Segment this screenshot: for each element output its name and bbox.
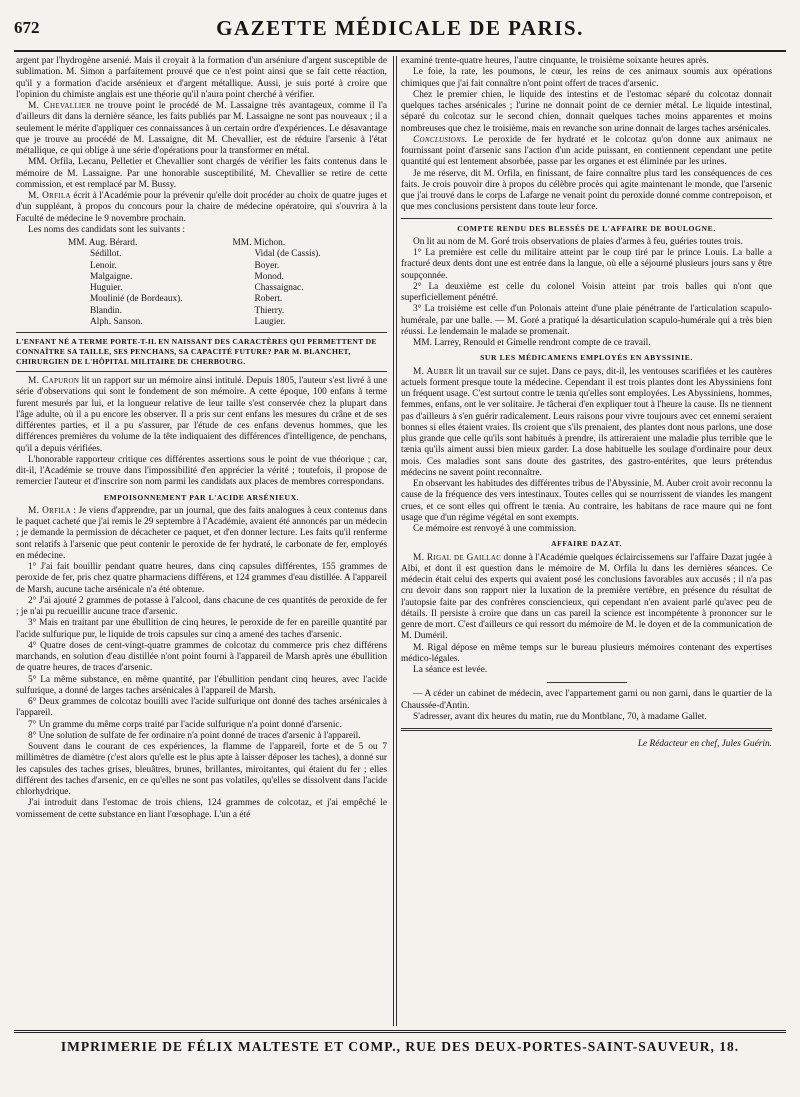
numbered-item: 7° Un gramme du même corps traité par l'acide sulfurique n'a point donné d'arsenic. bbox=[28, 719, 342, 730]
printer-imprint: IMPRIMERIE DE FÉLIX MALTESTE ET COMP., RUE DES DEUX-PORTES-SAINT-SAUVEUR, 18. bbox=[14, 1030, 786, 1068]
candidate: Huguier. bbox=[90, 283, 123, 293]
paragraph: examiné trente-quatre heures, l'autre cinquante, le troisième soixante heures après. bbox=[401, 56, 709, 66]
candidates-list bbox=[16, 238, 387, 328]
paragraph-text: écrit à l'Académie pour la prévenir qu'elle doit procéder au choix de quatre juges et d'un suppléant, à propos du concours pour la chaire de médecine opératoire, qui s'ouvrira à la Faculté de médecine le 9 novembre prochain. bbox=[16, 191, 387, 224]
candidate: Vidal (de Cassis). bbox=[254, 249, 321, 260]
paragraph bbox=[16, 191, 387, 225]
candidate: Laugier. bbox=[254, 316, 286, 327]
candidates-right bbox=[233, 238, 388, 328]
left-column bbox=[16, 56, 387, 1026]
conclusions-label: Conclusions. bbox=[413, 134, 468, 145]
paragraph-text: lit un travail sur ce sujet. Dans ce pays, dit-il, les ventouses scarifiées et les cautères actuels forment presque toute la médecine. Cependant il est trois plantes dont les Abyssiniens font un fréquent usage. C'est surtout contre le tænia qu'elles sont employées. Les Abyssiniens, hommes, femmes, enfans, ont le ver solitaire. Je tâcherai d'en expliquer tout à l'heure la cause. Ils ne tiennent pas d'ailleurs à s'en guérir radicalement. Leurs raisons pour vivre toujours avec cet ennemi seraient bonnes si elles étaient vraies. Ils croient que s'ils prenaient, des plantes dont nous parlons, une dose plus grande que celle qu'ils sont habitués à prendre, ils attireraient une maladie plus terrible que le tænia qu'ils aiment aussi bien mieux garder. La dose habituelle les soulage d'ordinaire pour deux mois. Ces maladies sont sans doute des gastrites, des gastro-entérites, que leurs prétendus médecins ne savent point reconnaître. bbox=[401, 366, 772, 478]
right-column bbox=[401, 56, 772, 1026]
paragraph: Souvent dans le courant de ces expériences, la flamme de l'appareil, forte et de 5 ou 7 millimètres de diamètre (c'est alors qu'elle est le plus apte à laisser déposer les taches), a donné sur les capsules des taches grises, bleuâtres, brunes, brillantes, miroitantes, qui étaient du fer ; elles différent des taches d'arsenic, en ce qu'elles ne sont pas volatiles, qu'elles se dissolvent dans l'acide chlorhydrique. bbox=[16, 742, 387, 797]
paragraph-text: donne à l'Académie quelques éclaircissemens sur l'affaire Dazat jugée à Albi, et dont il est question dans le mémoire de M. Orfila lu dans les dernières séances. Ce médecin était celui des experts qui avaient posé les conclusions favorables aux accusés ; il n'a pas cru devoir dans son rapport nier la luxation de la première vertèbre, en présence du résultat de l'autopsie faite par des confrères consciencieux, qui cependant n'en avaient parlé qu'avec peu de détails. Il persiste à croire que dans un cas pareil la science est incompétente à prononcer sur le genre de mort. C'est d'ailleurs ce qui ressort du mémoire de M. le doyen et de la communication de M. Duméril. bbox=[401, 552, 772, 642]
paragraph: L'honorable rapporteur critique ces différentes assertions sous le point de vue théorique ; car, dit-il, l'Académie se trouve dans l'impossibilité d'en apprécier la vérité ; toutefois, il propose de remercier l'auteur et d'inscrire son nom parmi les candidats aux places de membres correspondans. bbox=[16, 454, 387, 488]
column-divider bbox=[393, 56, 397, 1026]
page-number: 672 bbox=[14, 18, 40, 37]
paragraph: Je me réserve, dit M. Orfila, en finissant, de faire connaître plus tard les conséquences de ces faits. Je crois pouvoir dire à propos du célèbre procès qui agite maintenant le monde, que l'arsenic que j'ai trouvé dans le corps de Lafarge ne venait point du peroxide donné comme contrepoison, et que mes conclusions persistent dans toute leur force. bbox=[401, 168, 772, 213]
newspaper-title: GAZETTE MÉDICALE DE PARIS. bbox=[216, 16, 584, 40]
paragraph: J'ai introduit dans l'estomac de trois chiens, 124 grammes de colcotaz, et j'ai empêché le vomissement de cette substance en liant l'œsophage. L'un a été bbox=[16, 798, 387, 820]
candidate: Moulinié (de Bordeaux). bbox=[90, 294, 183, 305]
paragraph bbox=[401, 135, 772, 169]
paragraph: MM. Larrey, Renould et Gimelle rendront compte de ce travail. bbox=[413, 338, 651, 348]
section-heading: EMPOISONNEMENT PAR L'ACIDE ARSÉNIEUX. bbox=[103, 492, 300, 502]
numbered-item: 3° La troisième est celle d'un Polonais atteint d'une plaie pénétrante de l'articulation scapulo-humérale, par une balle. — M. Goré a pratiqué la désarticulation scapulo-humérale qui a très bien réussi. Le lendemain le malade se promenait. bbox=[401, 304, 772, 337]
paragraph-text: : Je viens d'apprendre, par un journal, que des faits analogues à ceux contenus dans le paquet cacheté que j'ai remis le 29 septembre à l'Académie, avaient été annoncés par un médecin ; je demande la permission de décacheter ce paquet, et d'en donner lecture. Les faits qu'il renferme sont relatifs à l'arsenic que peut contenir le peroxide de fer hydraté, le carbonate de fer, employés en médecine. bbox=[16, 505, 387, 561]
speaker-name: M. Chevallier bbox=[28, 101, 92, 111]
paragraph bbox=[401, 553, 772, 643]
candidate: Alph. Sanson. bbox=[90, 316, 143, 327]
candidate: Malgaigne. bbox=[90, 271, 133, 282]
paragraph: La séance est levée. bbox=[413, 665, 488, 675]
speaker-name: M. Auber bbox=[413, 366, 454, 377]
paragraph bbox=[401, 367, 772, 480]
numbered-item: 1° La première est celle du militaire atteint par le coup tiré par le prince Louis. La balle a fracturé deux dents dont une est entrée dans la langue, où elle a séjourné plusieurs jours sans y être soupçonnée. bbox=[401, 248, 772, 281]
numbered-item: 5° La même substance, en même quantité, par l'ébullition pendant cinq heures, avec l'acide sulfurique, a donné de larges taches arsénicales à l'appareil de Marsh. bbox=[16, 674, 387, 696]
speaker-name: M. Orfila bbox=[28, 505, 71, 516]
paragraph: Ce mémoire est renvoyé à une commission. bbox=[413, 524, 577, 534]
speaker-name: M. Capuron bbox=[28, 376, 80, 386]
paragraph bbox=[16, 101, 387, 157]
candidate: Lenoir. bbox=[90, 260, 117, 271]
candidate: Boyer. bbox=[254, 260, 280, 271]
paragraph: Le foie, la rate, les poumons, le cœur, les reins de ces animaux soumis aux opérations chimiques que j'ai fait connaître n'ont point offert de traces d'arsenic. bbox=[401, 67, 772, 89]
candidate: MM. Michon. bbox=[232, 238, 286, 248]
speaker-name: M. Orfila bbox=[28, 191, 71, 201]
numbered-item: 2° J'ai ajouté 2 grammes de potasse à l'alcool, dans chacune de ces quantités de peroxide de fer ; je n'ai pu recueillir aucune trace d'arsenic. bbox=[16, 595, 387, 617]
paragraph bbox=[16, 506, 387, 562]
candidate: Thierry. bbox=[254, 305, 285, 316]
paragraph: argent par l'hydrogène arsenié. Mais il croyait à la formation d'un arséniure d'argent susceptible de sublimation. M. Simon a parfaitement prouvé que ce n'est point ainsi que se fait cette réaction, qu'il y a formation d'acide arsénieux et d'argent métallique. Aussi, je suis porté à croire que l'opinion du chimiste anglais est une théorie qu'il n'aura point cherché à vérifier. bbox=[16, 56, 387, 100]
editor-signature: Le Rédacteur en chef, Jules Guérin. bbox=[637, 739, 772, 749]
section-heading: SUR LES MÉDICAMENS EMPLOYÉS EN ABYSSINIE. bbox=[480, 353, 693, 363]
speaker-name: M. Rigal de Gaillac bbox=[413, 552, 502, 563]
numbered-item: 1° J'ai fait bouillir pendant quatre heures, dans cinq capsules différentes, 155 grammes de peroxide de fer, pris chez quatre pharmaciens différens, et 124 grammes d'eau distillée. A l'appareil de Marsh, aucune tache arsénicale n'a été obtenue. bbox=[16, 562, 387, 595]
paragraph-text: ne trouve point le procédé de M. Lassaigne très avantageux, comme il l'a d'ailleurs dit dans la dernière séance, les faits publiés par M. Lassaigne ne sont pas nouveaux ; il a seulement le mérite d'appliquer ces connaissances à un certain ordre d'expériences. Le désavantage que je trouve au procédé de M. Lassaigne, dit M. Chevallier, est de réduire l'arsenic à l'état métallique, ce qui oblige à une série d'opérations pour la transformer en métal. bbox=[16, 101, 387, 156]
numbered-item: 8° Une solution de sulfate de fer ordinaire n'a point donné de traces d'arsenic à l'appareil. bbox=[28, 730, 361, 741]
paragraph-text: lit un rapport sur un mémoire ainsi intitulé. Depuis 1805, l'auteur s'est livré à une série d'observations qui sont le fondement de son mémoire. A cette époque, 100 enfans à terme furent mesurés par lui, et la longueur relative de leur taille s'est conservée chez la plupart dans l'âge adulte, où il a pu encore les observer. Il a pris sur cent enfans les mesures du crâne et de ses différentes parties, et il a pu s'assurer, par l'étude de ces enfans devenus hommes, que les différences premières du volume de la tête indiquaient des différences d'intelligence, de penchans, qu'il a depuis vérifiées. bbox=[16, 376, 387, 454]
page-header bbox=[14, 14, 786, 52]
divider bbox=[401, 728, 772, 731]
paragraph: On lit au nom de M. Goré trois observations de plaies d'armes à feu, guéries toutes trois. bbox=[413, 236, 743, 247]
numbered-item: 3° Mais en traitant par une ébullition de cinq heures, le peroxide de fer en pareille quantité par l'acide sulfurique pur, le liquide de trois capsules sur cinq a amené des taches d'arsenic. bbox=[16, 618, 387, 640]
paragraph bbox=[16, 376, 387, 455]
candidate: Chassaignac. bbox=[254, 283, 304, 293]
paragraph: MM. Orfila, Lecanu, Pelletier et Chevallier sont chargés de vérifier les faits contenus dans le mémoire de M. Lassaigne. Par une honorable susceptibilité, M. Chevallier se retire de cette commission, et est remplacé par M. Bussy. bbox=[16, 157, 387, 190]
candidate: Monod. bbox=[254, 271, 284, 282]
advertisement-contact: S'adresser, avant dix heures du matin, rue du Montblanc, 70, à madame Gallet. bbox=[413, 711, 707, 722]
paragraph: Chez le premier chien, le liquide des intestins et de l'estomac séparé du colcotaz donnait quelques taches arsénicales ; l'urine ne donnait point de ce dernier métal. Le liquide intestinal, séparé du colcotaz sur le second chien, donnait quelques taches moins apparentes et moins nombreuses que chez le troisième, mais en revanche son urine donnait de larges taches arsénicales. bbox=[401, 89, 772, 134]
paragraph: En observant les habitudes des différentes tribus de l'Abyssinie, M. Auber croit avoir reconnu la cause de la fréquence des vers intestinaux. Toutes celles qui se nourrissent de viandes les mangent crues, et ce sont elles qui offrent le tænia. Au contraire, les habitans de race maure qui ne font usage que d'un régime végétal en sont exempts. bbox=[401, 479, 772, 523]
candidate: Sédillot. bbox=[90, 249, 122, 260]
candidate: Blandin. bbox=[90, 305, 122, 316]
divider bbox=[401, 218, 772, 219]
divider bbox=[547, 682, 627, 683]
section-heading: COMPTE RENDU DES BLESSÉS DE L'AFFAIRE DE BOULOGNE. bbox=[457, 223, 716, 233]
divider bbox=[16, 371, 387, 372]
paragraph: Les noms des candidats sont les suivants : bbox=[28, 224, 186, 235]
divider bbox=[16, 332, 387, 333]
paragraph-text: Le peroxide de fer hydraté et le colcotaz qu'on donne aux animaux ne fournissant point d'arsenic sans l'action d'un acide puissant, en contiennent cependant une petite quantité qui est lentement absorbée, passe par les organes et est éliminée par les urines. bbox=[401, 134, 772, 168]
numbered-item: 6° Deux grammes de colcotaz bouilli avec l'acide sulfurique ont donné des taches arsénicales à l'appareil. bbox=[16, 697, 387, 719]
numbered-item: 4° Quatre doses de cent-vingt-quatre grammes de colcotaz du commerce pris chez différens marchands, en solution d'eau distillée n'ont point fourni à l'appareil de Marsh après une ébullition de quatre heures, de traces d'arsenic. bbox=[16, 640, 387, 674]
paragraph: M. Rigal dépose en même temps sur le bureau plusieurs mémoires contenant des expertises médico-légales. bbox=[401, 642, 772, 664]
section-heading: AFFAIRE DAZAT. bbox=[551, 539, 622, 549]
advertisement: — A céder un cabinet de médecin, avec l'appartement garni ou non garni, dans le quartier de la Chaussée-d'Antin. bbox=[401, 689, 772, 711]
candidates-left bbox=[68, 238, 223, 328]
section-heading: L'ENFANT NÉ A TERME PORTE-T-IL EN NAISSANT DES CARACTÈRES QUI PERMETTENT DE CONNAÎTRE SA TAILLE, SES PENCHANS, SA CAPACITÉ FUTURE? PAR M. BLANCHET, CHIRURGIEN DE L'HÔPITAL MILITAIRE DE CHERBOURG. bbox=[16, 337, 377, 366]
candidate: MM. Aug. Bérard. bbox=[68, 238, 138, 248]
numbered-item: 2° La deuxième est celle du colonel Voisin atteint par trois balles qui n'ont que superficiellement pénétré. bbox=[401, 281, 772, 303]
candidate: Robert. bbox=[254, 294, 283, 305]
